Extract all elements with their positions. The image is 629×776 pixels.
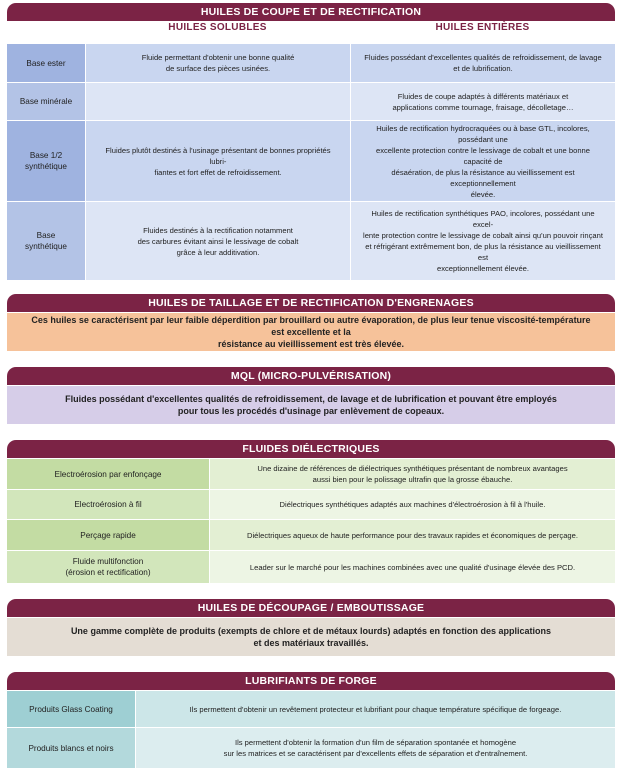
table-row	[7, 490, 615, 519]
mql-description: Fluides possédant d'excellentes qualités de refroidissement, de lavage et de lubrification et pouvant être employés pour tous les procédés d'usinage par enlèvement de copeaux.	[7, 386, 615, 424]
row-label: Electroérosion à fil	[7, 490, 209, 519]
table-row	[7, 520, 615, 550]
section-header-dielectriques: FLUIDES DIÉLECTRIQUES	[7, 440, 615, 458]
cell-entieres: Fluides possédant d'excellentes qualités de refroidissement, de lavage et de lubrification.	[350, 44, 615, 82]
section-header-mql: MQL (MICRO-PULVÉRISATION)	[7, 367, 615, 385]
cell-entieres: Huiles de rectification synthétiques PAO, incolores, possédant une excel- lente protection contre le lessivage de cobalt ainsi qu'un pouvoir rinçant et réfrigérant extrêmement bon, de plus la résistance au vieillissement est exceptionnellement élevée.	[350, 202, 615, 280]
table-row	[7, 83, 615, 120]
row-text: Ils permettent d'obtenir la formation d'un film de séparation spontanée et homogène sur les matrices et se caractérisent par d'excellents effets de séparation et d'entraînement.	[135, 728, 615, 768]
row-text: Diélectriques aqueux de haute performance pour des travaux rapides et économiques de perçage.	[209, 520, 615, 550]
column-header-entieres: HUILES ENTIÈRES	[435, 22, 530, 33]
cell-solubles: Fluides plutôt destinés à l'usinage présentant de bonnes propriétés lubri- fiantes et fort effet de refroidissement.	[85, 121, 350, 201]
row-text: Diélectriques synthétiques adaptés aux machines d'électroérosion à fil à l'huile.	[209, 490, 615, 519]
row-text: Leader sur le marché pour les machines combinées avec une qualité d'usinage élevée des PCD.	[209, 551, 615, 583]
taillage-description: Ces huiles se caractérisent par leur faible déperdition par brouillard ou autre évaporation, de plus leur tenue viscosité-température est excellente et la résistance au vieillissement est très élevée.	[7, 313, 615, 351]
row-text: Ils permettent d'obtenir un revêtement protecteur et lubrifiant pour chaque température spécifique de forgeage.	[135, 691, 615, 727]
row-label: Perçage rapide	[7, 520, 209, 550]
row-label: Base synthétique	[7, 202, 85, 280]
row-label: Base minérale	[7, 83, 85, 120]
row-label: Base 1/2 synthétique	[7, 121, 85, 201]
section-header-forge: LUBRIFIANTS DE FORGE	[7, 672, 615, 690]
cell-entieres: Fluides de coupe adaptés à différents matériaux et applications comme tournage, fraisage, décolletage…	[350, 83, 615, 120]
row-text: Une dizaine de références de diélectriques synthétiques présentant de nombreux avantages aussi bien pour le polissage ultrafin que la grosse ébauche.	[209, 459, 615, 489]
row-label: Base ester	[7, 44, 85, 82]
section-header-coupe: HUILES DE COUPE ET DE RECTIFICATION	[7, 3, 615, 21]
table-row	[7, 121, 615, 201]
table-row	[7, 459, 615, 489]
row-label: Electroérosion par enfonçage	[7, 459, 209, 489]
cell-solubles	[85, 83, 350, 120]
table-row	[7, 202, 615, 280]
section-header-taillage: HUILES DE TAILLAGE ET DE RECTIFICATION D'ENGRENAGES	[7, 294, 615, 312]
decoupage-description: Une gamme complète de produits (exempts de chlore et de métaux lourds) adaptés en fonction des applications et des matériaux travaillés.	[7, 618, 615, 656]
table-row	[7, 691, 615, 727]
row-label: Fluide multifonction (érosion et rectification)	[7, 551, 209, 583]
table-row	[7, 551, 615, 583]
cell-entieres: Huiles de rectification hydrocraquées ou à base GTL, incolores, possédant une excellente protection contre le lessivage de cobalt et une bonne capacité de désaération, de plus la résistance au vieillissement est exceptionnellement élevée.	[350, 121, 615, 201]
column-header-solubles: HUILES SOLUBLES	[168, 22, 267, 33]
cell-solubles: Fluide permettant d'obtenir une bonne qualité de surface des pièces usinées.	[85, 44, 350, 82]
table-row	[7, 728, 615, 768]
row-label: Produits Glass Coating	[7, 691, 135, 727]
table-row	[7, 44, 615, 82]
row-label: Produits blancs et noirs	[7, 728, 135, 768]
section-header-decoupage: HUILES DE DÉCOUPAGE / EMBOUTISSAGE	[7, 599, 615, 617]
cell-solubles: Fluides destinés à la rectification notamment des carbures évitant ainsi le lessivage de cobalt grâce à leur additivation.	[85, 202, 350, 280]
